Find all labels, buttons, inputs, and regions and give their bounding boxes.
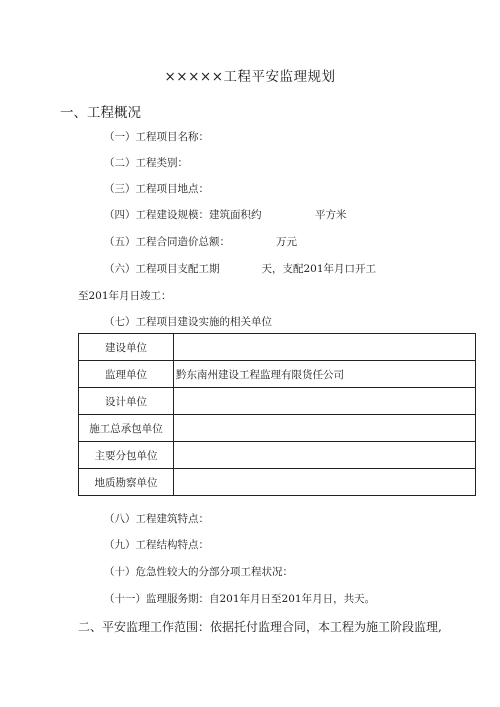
- construction-period-line: （六）工程项目支配工期 天，支配201年月口开工: [104, 263, 377, 275]
- service-period-line: （十一）监理服务期：自201年月日至201年月日，共天。: [104, 593, 376, 605]
- related-units-table: [78, 333, 476, 496]
- unit-value: [174, 415, 476, 442]
- unit-value: [174, 334, 476, 361]
- table-row: [79, 334, 476, 361]
- unit-label: 监理单位: [79, 361, 174, 388]
- unit-label: 主要分包单位: [79, 442, 174, 469]
- unit-label: 施工总承包单位: [79, 415, 174, 442]
- table-row: [79, 388, 476, 415]
- unit-label: 地质勘察单位: [79, 469, 174, 496]
- contract-cost-unit: 万元: [276, 236, 297, 248]
- section-2-text: 依据托付监理合同，本工程为施工阶段监理,: [210, 620, 442, 634]
- table-row: [79, 469, 476, 496]
- section-1-heading: 一、工程概况: [60, 105, 141, 121]
- unit-value: [174, 469, 476, 496]
- document-title: ×××××工程平安监理规划: [164, 69, 336, 85]
- contract-cost-line: （五）工程合同造价总额：: [104, 236, 230, 248]
- unit-label: 建设单位: [79, 334, 174, 361]
- unit-value: 黔东南州建设工程监理有限货任公司: [174, 361, 476, 388]
- project-location-line: （三）工程项目地点：: [104, 183, 209, 195]
- completion-date-line: 至201年月日竣工：: [78, 290, 172, 302]
- table-row: [79, 361, 476, 388]
- unit-label: 设计单位: [79, 388, 174, 415]
- unit-value: [174, 388, 476, 415]
- dangerous-works-line: （十）危急性较大的分部分项工程状况：: [104, 566, 293, 578]
- section-2-paragraph: [78, 618, 442, 635]
- building-features-line: （八）工程建筑特点：: [104, 513, 209, 525]
- project-type-line: （二）工程类别：: [104, 157, 188, 169]
- table-row: [79, 415, 476, 442]
- project-scale-unit: 平方米: [315, 209, 347, 221]
- structure-features-line: （九）工程结构特点：: [104, 539, 209, 551]
- project-scale-line: （四）工程建设规模：建筑面积约: [104, 209, 262, 221]
- related-units-line: （七）工程项目建设实施的相关单位: [104, 316, 272, 328]
- table-row: [79, 442, 476, 469]
- unit-value: [174, 442, 476, 469]
- section-2-heading: 二、平安监理工作范围：: [78, 620, 211, 634]
- project-name-line: （一）工程项目名称：: [104, 131, 209, 143]
